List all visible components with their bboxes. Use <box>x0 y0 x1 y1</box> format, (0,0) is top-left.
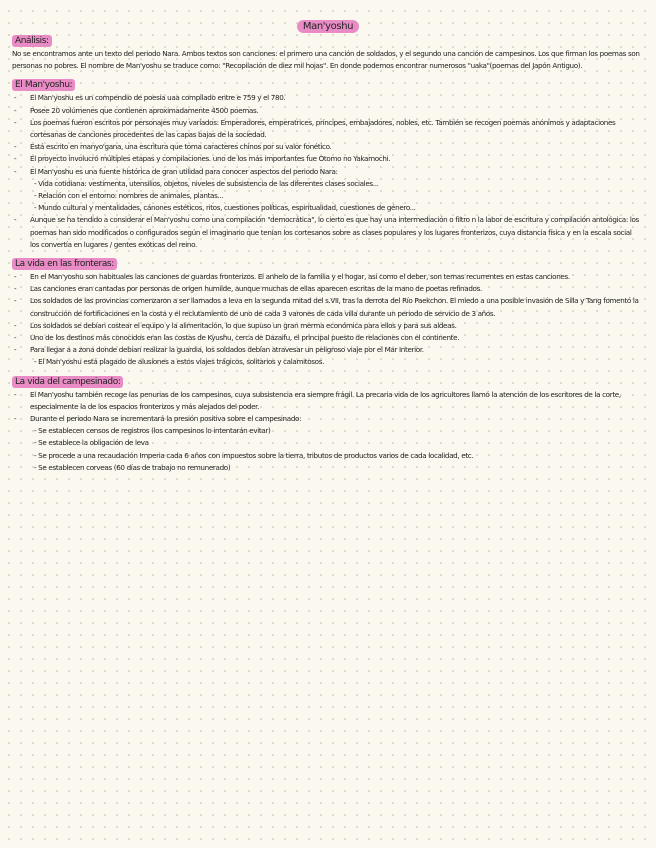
list-item <box>12 332 642 344</box>
list-item-text: Está escrito en manyo'gana, una escritura que toma caracteres chinos por su valor fonético. <box>30 142 332 152</box>
list-item <box>12 92 642 104</box>
list-item-text: El Man'yoshu es una fuente histórica de gran utilidad para conocer aspectos del periodo Nara: <box>30 166 338 176</box>
list-item <box>12 344 642 368</box>
list-item-text: Los soldados se debían costear el equipo y la alimentación, lo que supuso un gran merma económica para ellos y para sus aldeas. <box>30 320 457 330</box>
section-campesinado <box>12 369 642 474</box>
list-item <box>12 283 642 295</box>
list-item-text: Los soldados de las provincias comenzaron a ser llamados a leva en la segunda mitad del s.VII, tras la derrota del Río Paekchon. El miedo a una posible invasión de Silla y Tang fomentó la construcción de fortificaciones en la costa y el reclutamiento de uno de cada 3 varones de cada villa durante un periodo de servicio de 3 años. <box>30 296 639 318</box>
list-item-text: Uno de los destinos más conocidos eran las costas de Kyushu, cerca de Dazaifu, el principal puesto de relaciones con el continente. <box>30 333 460 343</box>
list-item-text: Los poemas fueron escritos por personajes muy variados: Emperadores, emperatrices, príncipes, embajadores, nobles, etc. También se recogen poemas anónimos y adaptaciones cortesanas de canciones procedentes de las capas bajas de la sociedad. <box>30 117 616 140</box>
section-heading: Análisis: <box>12 35 52 47</box>
bullet-list <box>12 92 642 251</box>
list-item-text: Aunque se ha tendido a considerar el Man'yoshu como una compilación "democrática", lo cierto es que hay una intermediación o filtro n la labor de escritura y compilación antológica: los poemas han sido modificados o configurados según el imaginario que tenían los cortesanos sobre as clases populares y los lugares fronterizos, cuya distancia física y en la escala social los convertía en lugares / gentes exóticas del reino. <box>30 215 639 249</box>
list-item <box>12 166 642 215</box>
notes-content <box>12 28 642 474</box>
section-heading: La vida del campesinado: <box>12 376 123 388</box>
sub-item: - Relación con el entorno: nombres de animales, plantas... <box>34 191 224 201</box>
sub-item: - Se establecen censos de registros (los campesinos lo intentarán evitar) <box>34 426 271 436</box>
list-item-text: Para llegar a a zona donde debían realizar la guardia, los soldados debían atravesar un peligroso viaje por el Mar Interior. <box>30 345 424 355</box>
sub-item: - Vida cotidiana: vestimenta, utensilios, objetos, niveles de subsistencia de las diferentes clases sociales... <box>34 178 379 188</box>
list-item <box>12 320 642 332</box>
page-title: Man'yoshu <box>297 20 359 33</box>
list-item <box>12 413 642 474</box>
list-item <box>12 295 642 319</box>
list-item-text: El Man'yoshu es un compendio de poesía uaa compilado entre e 759 y el 780. <box>30 93 286 103</box>
list-item-text: Posee 20 volúmenes que contienen aproximadamente 4500 poemas. <box>30 105 259 115</box>
sub-item: - Se establece la obligación de leva <box>34 438 149 448</box>
list-item-text: En el Man'yoshu son habituales las canciones de guardas fronterizos. El anhelo de la familia y el hogar, así como el deber, son temas recurrentes en estas canciones. <box>30 272 570 282</box>
list-item-text: Durante el periodo Nara se incrementará la presión positiva sobre el campesinado: <box>30 414 302 424</box>
section-analisis <box>12 28 642 72</box>
sub-item: - El Man'yoshu está plagado de alusiones a estos viajes trágicos, solitarios y calamitosos. <box>34 357 325 367</box>
list-item <box>12 153 642 165</box>
list-item <box>12 389 642 413</box>
bullet-list <box>12 271 642 369</box>
section-manyoshu <box>12 72 642 251</box>
list-item-text: El Man'yoshu también recoge las penurias de los campesinos, cuya subsistencia era siempre frágil. La precaria vida de los agricultores llamó la atención de los escritores de la corte, especialmente la de los espacios fronterizos y más alejados del poder. <box>30 389 621 411</box>
section-paragraph: No se encontramos ante un texto del periodo Nara. Ambos textos son canciones: el primero una canción de soldados, y el segundo una canción de campesinos. Los que firman los poemas son personas no pobres. El nombre de Man'yoshu se traduce como: "Recopilación de diez mil hojas". En donde podemos encontrar numerosos "uaka"(poemas del Japón Antiguo). <box>12 49 640 71</box>
list-item <box>12 141 642 153</box>
list-item <box>12 105 642 117</box>
sub-item: - Se establecen corveas (60 días de trabajo no remunerado) <box>34 462 231 472</box>
sub-item: - Se procede a una recaudación Imperia cada 6 años con impuestos sobre la tierra, tributos de productos varios de cada localidad, etc. <box>34 450 474 460</box>
sub-item: - Mundo cultural y mentalidades, cánones estéticos, ritos, cuestiones políticas, espiritualidad, cuestiones de género... <box>34 203 416 213</box>
section-heading: El Man'yoshu: <box>12 79 75 91</box>
list-item <box>12 117 642 141</box>
list-item-text: Las canciones eran cantadas por personas de origen humilde, aunque muchas de ellas aparecen escritas de la mano de poetas refinados. <box>30 284 482 294</box>
list-item <box>12 214 642 251</box>
bullet-list <box>12 389 642 474</box>
list-item <box>12 271 642 283</box>
list-item-text: El proyecto involucró múltiples etapas y compilaciones. uno de los más importantes fue Otomo no Yakamochi. <box>30 154 391 164</box>
section-heading: La vida en las fronteras: <box>12 258 117 270</box>
section-fronteras <box>12 251 642 369</box>
